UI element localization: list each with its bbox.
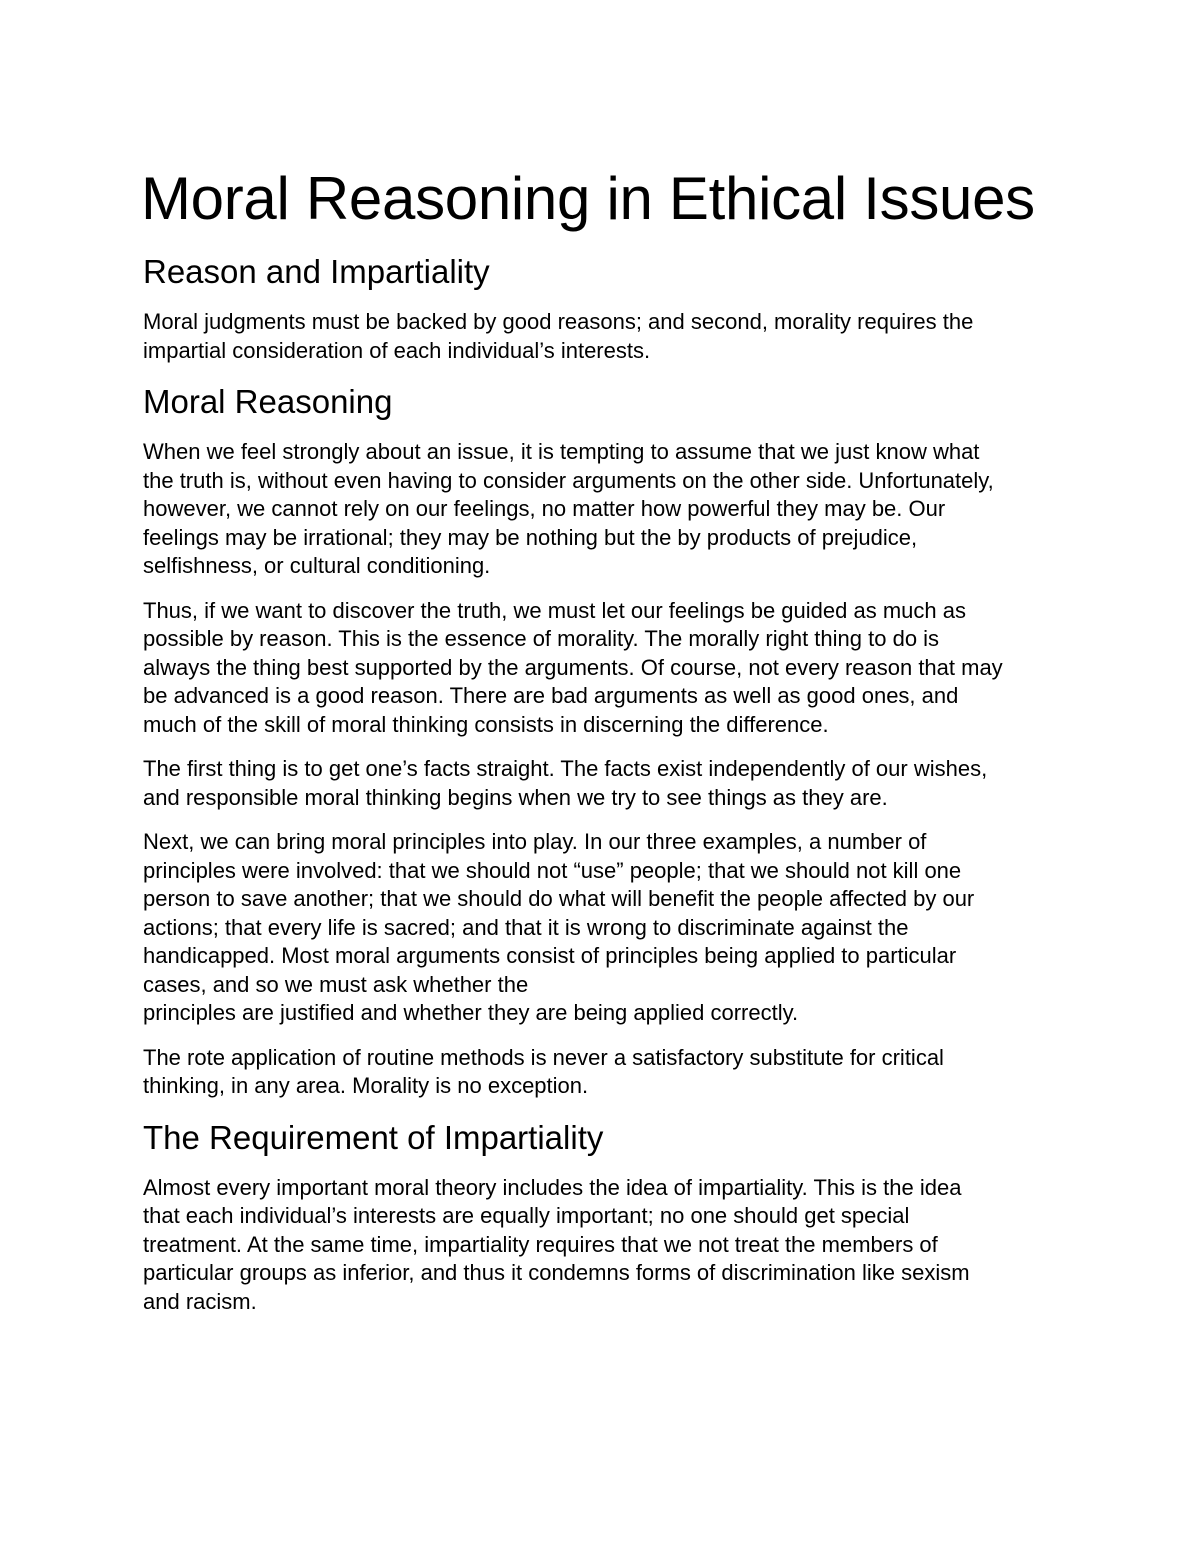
section-heading-requirement-of-impartiality: The Requirement of Impartiality <box>143 1118 604 1156</box>
paragraph <box>143 1174 1068 1317</box>
text-line: The rote application of routine methods is never a satisfactory substitute for critical <box>143 1044 944 1070</box>
text-line: possible by reason. This is the essence of morality. The morally right thing to do is <box>143 626 940 651</box>
text-line: the truth is, without even having to consider arguments on the other side. Unfortunately, <box>143 467 994 493</box>
text-line: Almost every important moral theory includes the idea of impartiality. This is the idea <box>143 1174 962 1200</box>
text-line: handicapped. Most moral arguments consist of principles being applied to particular <box>143 943 957 968</box>
text-line: principles were involved: that we should not “use” people; that we should not kill one <box>143 857 962 883</box>
text-line: feelings may be irrational; they may be nothing but the by products of prejudice, <box>143 524 918 550</box>
paragraph <box>143 438 1068 581</box>
text-line: particular groups as inferior, and thus it condemns forms of discrimination like sexism <box>143 1260 970 1285</box>
paragraph <box>143 755 1068 812</box>
text-line: treatment. At the same time, impartiality requires that we not treat the members of <box>143 1231 938 1257</box>
paragraph <box>143 308 1068 365</box>
text-line: The first thing is to get one’s facts straight. The facts exist independently of our wishes, <box>143 756 988 781</box>
section-heading-moral-reasoning: Moral Reasoning <box>143 383 393 420</box>
text-line: Next, we can bring moral principles into play. In our three examples, a number of <box>143 829 927 854</box>
text-line: Thus, if we want to discover the truth, we must let our feelings be guided as much as <box>143 597 966 623</box>
paragraph <box>143 828 1068 1028</box>
document-title: Moral Reasoning in Ethical Issues <box>141 165 1035 232</box>
text-line: thinking, in any area. Morality is no exception. <box>143 1073 589 1098</box>
text-line: cases, and so we must ask whether the <box>143 971 529 997</box>
text-line: When we feel strongly about an issue, it is tempting to assume that we just know what <box>143 439 980 464</box>
text-line: person to save another; that we should do what will benefit the people affected by our <box>143 886 975 911</box>
text-line: always the thing best supported by the arguments. Of course, not every reason that may <box>143 654 1003 680</box>
text-line: be advanced is a good reason. There are bad arguments as well as good ones, and <box>143 683 959 708</box>
text-line: impartial consideration of each individual’s interests. <box>143 337 651 363</box>
document-page <box>143 163 1068 1316</box>
text-line: selfishness, or cultural conditioning. <box>143 553 491 578</box>
text-line: actions; that every life is sacred; and that it is wrong to discriminate against the <box>143 914 909 940</box>
text-line: that each individual’s interests are equally important; no one should get special <box>143 1203 910 1228</box>
paragraph <box>143 597 1068 740</box>
text-line: however, we cannot rely on our feelings, no matter how powerful they may be. Our <box>143 496 946 521</box>
text-line: and racism. <box>143 1288 257 1314</box>
paragraph <box>143 1044 1068 1101</box>
section-heading-reason-and-impartiality: Reason and Impartiality <box>143 253 490 290</box>
text-line: principles are justified and whether they are being applied correctly. <box>143 1000 799 1025</box>
text-line: Moral judgments must be backed by good reasons; and second, morality requires the <box>143 309 974 334</box>
text-line: much of the skill of moral thinking consists in discerning the difference. <box>143 711 829 737</box>
text-line: and responsible moral thinking begins when we try to see things as they are. <box>143 784 888 810</box>
